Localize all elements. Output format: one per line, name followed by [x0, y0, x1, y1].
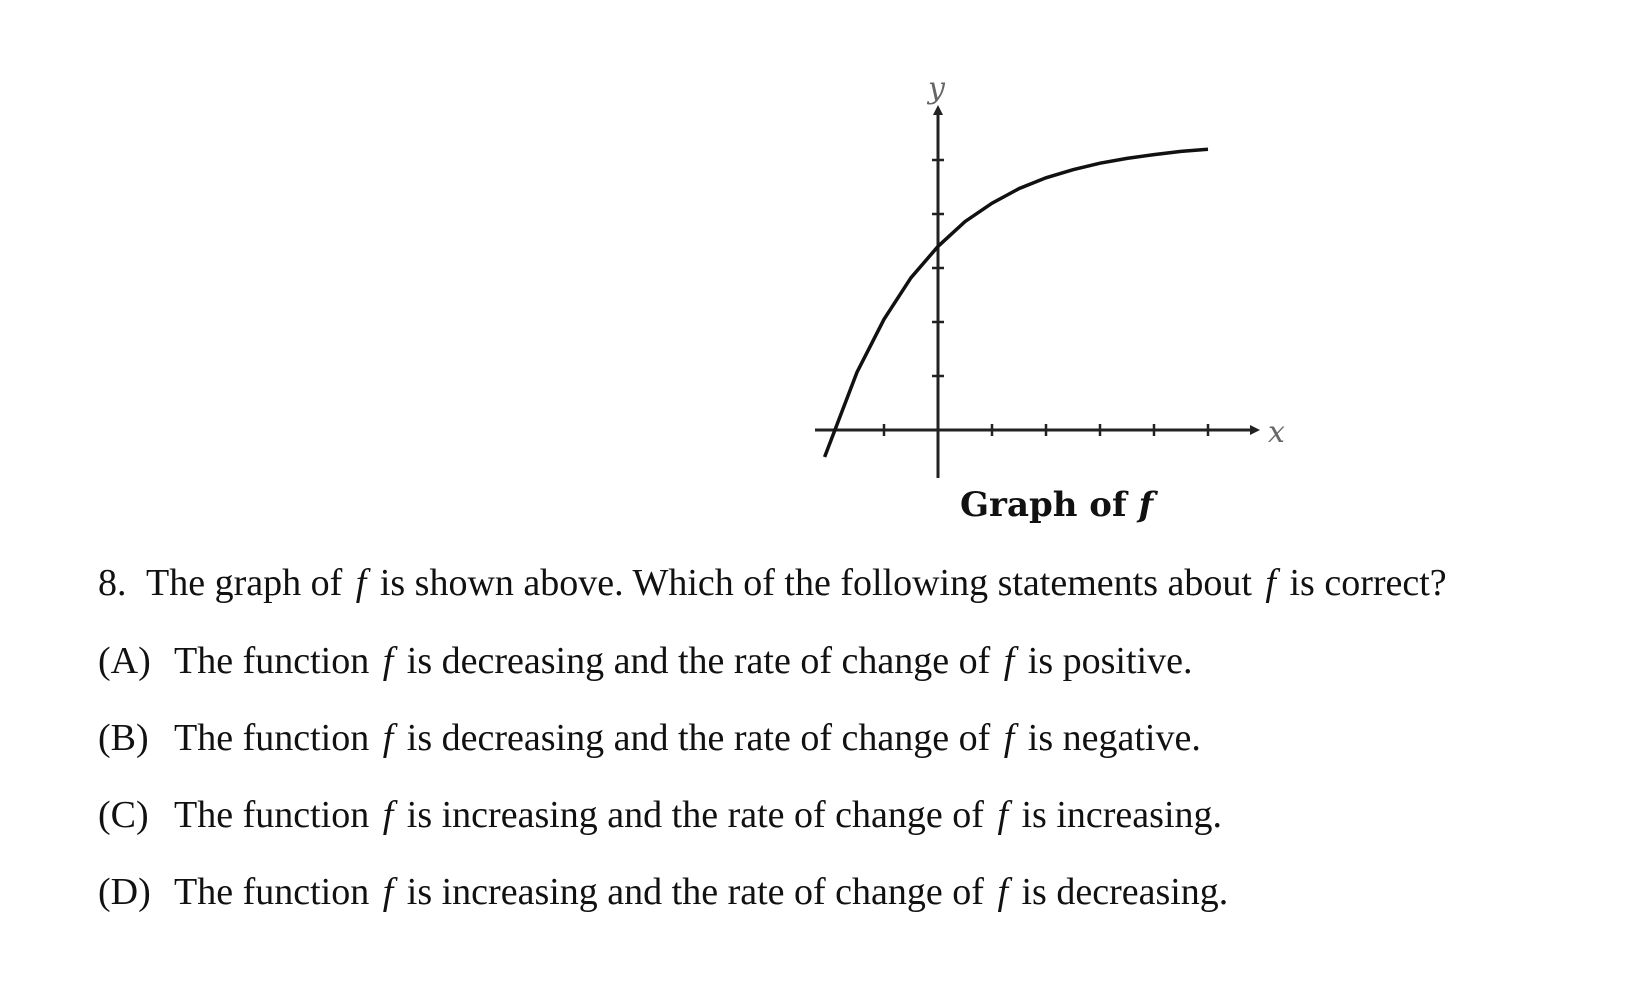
option-function-name: f [1003, 640, 1015, 682]
option-function-name: f [382, 640, 394, 682]
question-8 [98, 560, 1447, 606]
caption-prefix: Graph of [960, 485, 1127, 525]
option-letter: (C) [98, 794, 149, 836]
option-letter: (B) [98, 717, 149, 759]
answer-option-d[interactable] [98, 869, 1228, 915]
option-function-name: f [997, 871, 1008, 913]
question-function-name: f [355, 562, 367, 604]
question-text-after: is correct? [1289, 562, 1447, 604]
axes [815, 110, 1255, 478]
graph-caption [960, 485, 1153, 525]
option-text-mid: is decreasing and the rate of change of [406, 640, 991, 682]
question-text-before: The graph of [146, 562, 343, 604]
question-function-name: f [1265, 562, 1276, 604]
option-text-post: is positive. [1027, 640, 1193, 682]
answer-option-a[interactable] [98, 638, 1192, 684]
option-text-post: is decreasing. [1021, 871, 1229, 913]
function-curve [825, 149, 1208, 457]
y-axis-label: y [928, 71, 945, 106]
option-text-pre: The function [174, 871, 370, 913]
option-function-name: f [382, 717, 394, 759]
option-text-mid: is increasing and the rate of change of [406, 871, 984, 913]
axis-ticks [884, 160, 1208, 436]
question-text-middle: is shown above. Which of the following statements about [379, 562, 1252, 604]
option-letter: (D) [98, 871, 151, 913]
option-letter: (A) [98, 640, 151, 682]
answer-option-c[interactable] [98, 792, 1222, 838]
option-function-name: f [997, 794, 1008, 836]
option-text-pre: The function [174, 717, 370, 759]
x-axis-label: x [1268, 415, 1285, 450]
option-text-mid: is decreasing and the rate of change of [406, 717, 991, 759]
answer-option-b[interactable] [98, 715, 1201, 761]
question-number: 8. [98, 562, 127, 604]
option-function-name: f [382, 794, 394, 836]
option-text-pre: The function [174, 794, 370, 836]
option-text-mid: is increasing and the rate of change of [406, 794, 984, 836]
option-function-name: f [1003, 717, 1015, 759]
option-function-name: f [382, 871, 394, 913]
option-text-post: is increasing. [1021, 794, 1223, 836]
caption-function-name: f [1138, 485, 1154, 525]
option-text-post: is negative. [1027, 717, 1201, 759]
option-text-pre: The function [174, 640, 370, 682]
